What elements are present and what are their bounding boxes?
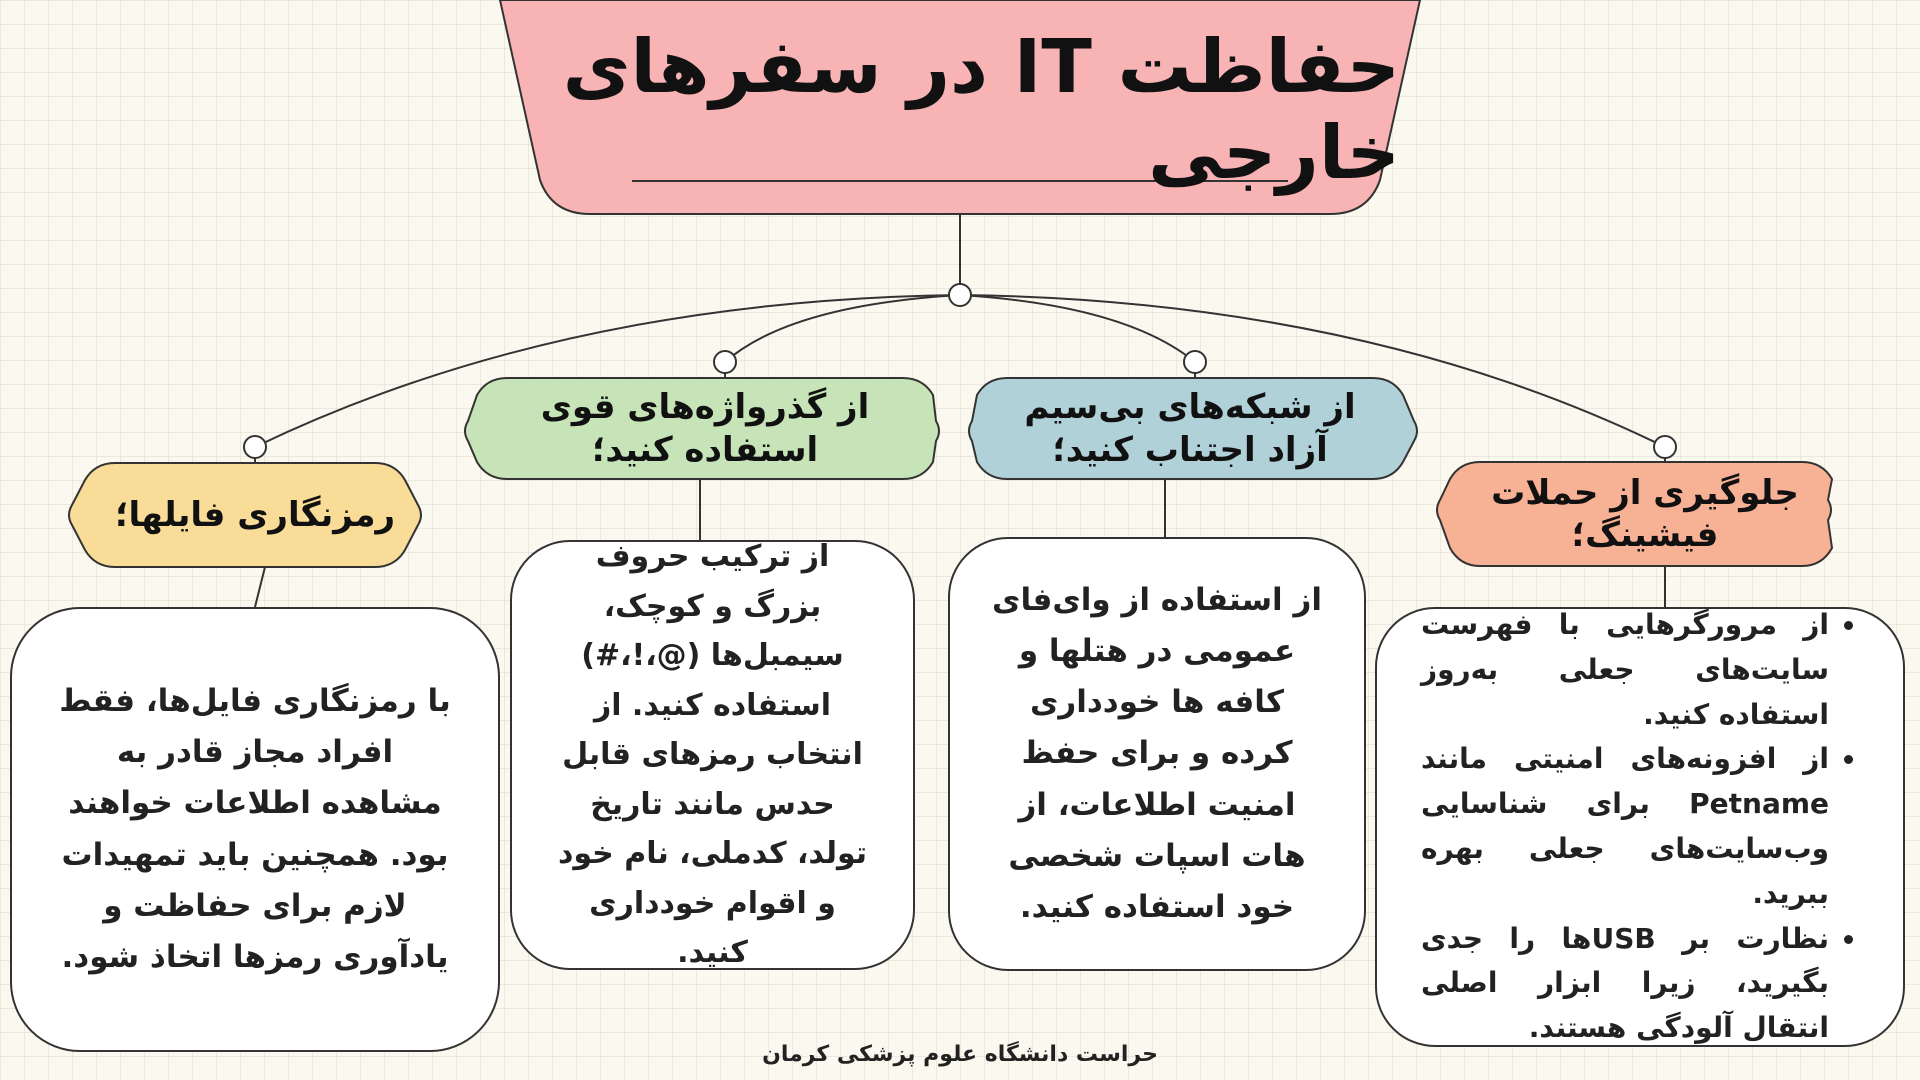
box-passwords <box>510 540 915 970</box>
phishing-list <box>1421 603 1855 1051</box>
node-encryption <box>244 436 266 458</box>
node-passwords <box>714 351 736 373</box>
label-encryption: رمزنگاری فایلها؛ <box>114 494 396 535</box>
text-encryption: با رمزنگاری فایل‌ها، فقط افراد مجاز قادر به مشاهده اطلاعات خواهند بود. همچنین باید تمهیدات لازم برای حفاظت و یادآوری رمزها اتخاذ شود. <box>59 683 451 975</box>
node-phishing <box>1654 436 1676 458</box>
label-passwords: از گذرواژه‌های قوی استفاده کنید؛ <box>540 387 870 470</box>
text-wireless: از استفاده از وای‌فای عمومی در هتلها و کافه ها خودداری کرده و برای حفظ امنیت اطلاعات، از هات اسپات شخصی خود استفاده کنید. <box>992 582 1322 925</box>
node-wireless <box>1184 351 1206 373</box>
phishing-bullet: • از افزونه‌های امنیتی مانند Petname برای شناسایی وب‌سایت‌های جعلی بهره ببرید. <box>1421 737 1829 916</box>
hub-node <box>949 284 971 306</box>
text-passwords: از ترکیب حروف بزرگ و کوچک، سیمبل‌ها (@،!،#) استفاده کنید. از انتخاب رمزهای قابل حدس مانند تاریخ تولد، کدملی، نام خود و اقوام خودداری کنید. <box>557 539 868 971</box>
label-wireless: از شبکه‌های بی‌سیم آزاد اجتناب کنید؛ <box>1024 387 1356 470</box>
phishing-bullet: • نظارت بر USBها را جدی بگیرید، زیرا ابزار اصلی انتقال آلودگی هستند. <box>1421 917 1829 1051</box>
box-encryption <box>10 607 500 1052</box>
box-wireless <box>948 537 1366 971</box>
label-phishing: جلوگیری از حملات فیشینگ؛ <box>1491 472 1799 555</box>
phishing-bullet: • از مرورگرهایی با فهرست سایت‌های جعلی به‌روز استفاده کنید. <box>1421 603 1829 737</box>
box-phishing <box>1375 607 1905 1047</box>
page-title: حفاظت IT در سفرهای خارجی <box>562 24 1400 196</box>
footer-credit: حراست دانشگاه علوم پزشکی کرمان <box>762 1042 1158 1067</box>
